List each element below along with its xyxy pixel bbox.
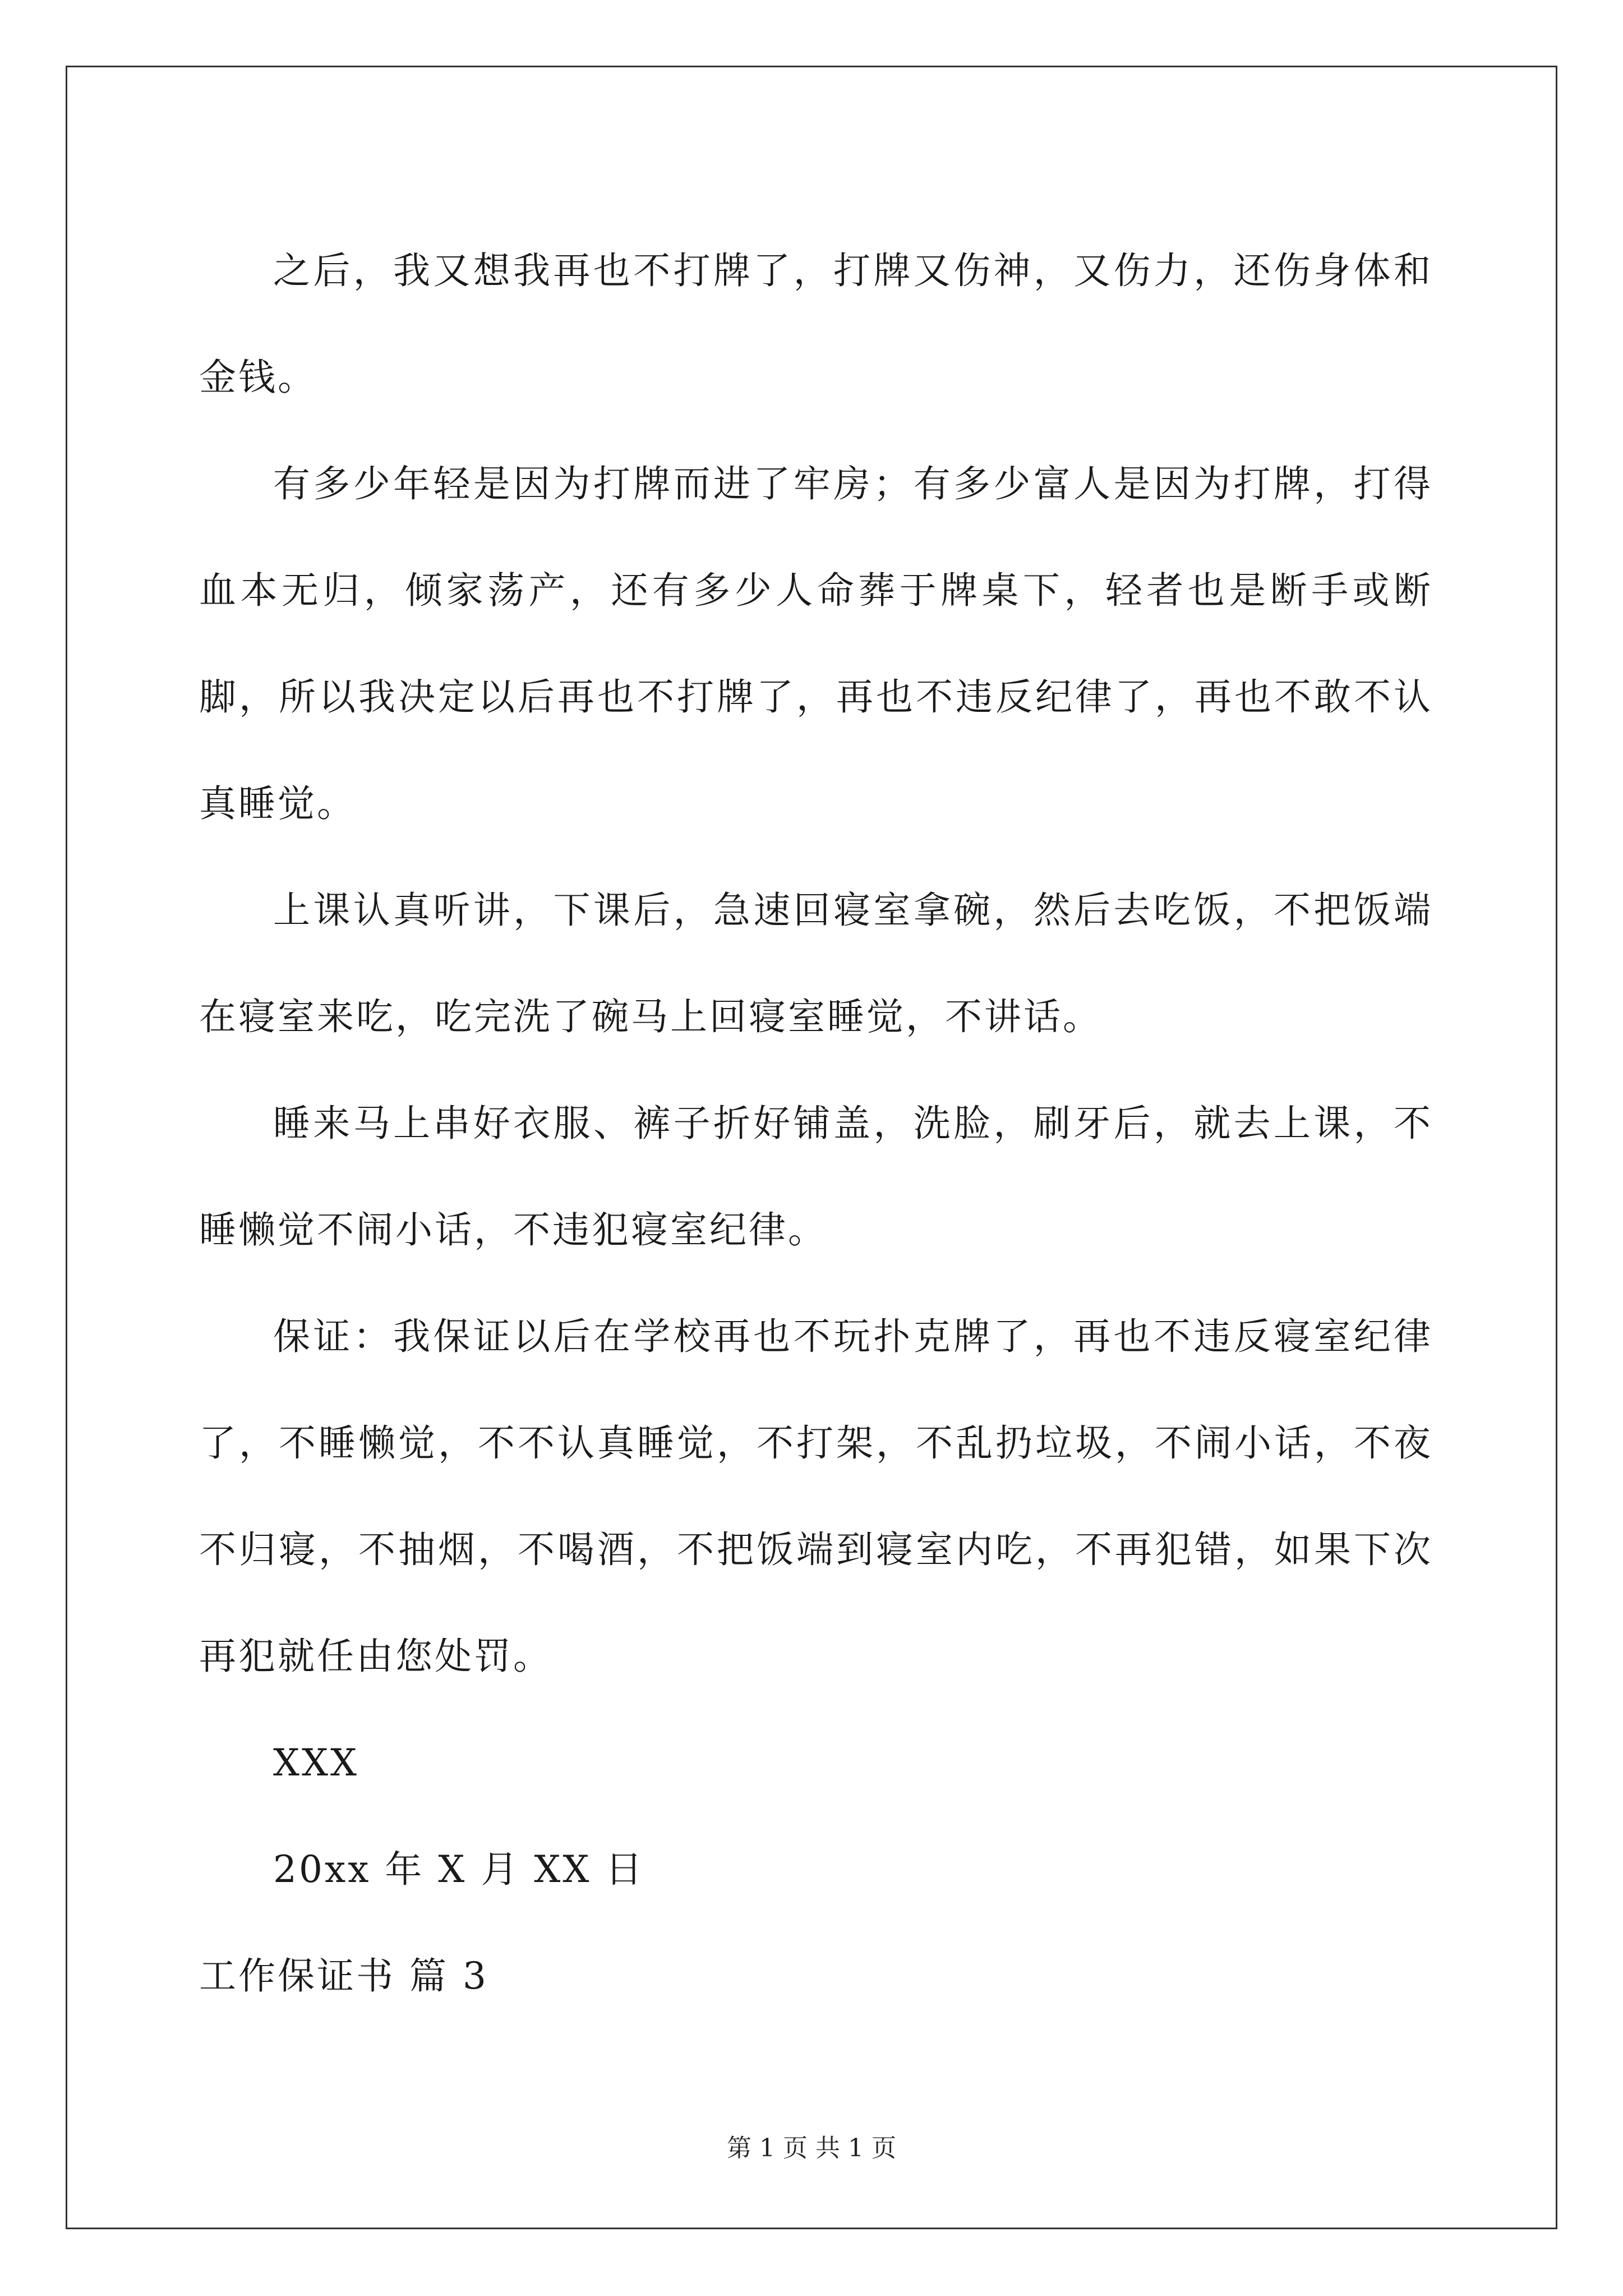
paragraph-2: 有多少年轻是因为打牌而进了牢房；有多少富人是因为打牌，打得血本无归，倾家荡产，还有多少人命葬于牌桌下，轻者也是断手或断脚，所以我决定以后再也不打牌了，再也不违反纪律了，再也不敢不认真睡觉。 [199,462,1433,825]
page-footer: 第 1 页 共 1 页 [727,2134,896,2162]
paragraph-1: 之后，我又想我再也不打牌了，打牌又伤神，又伤力，还伤身体和金钱。 [199,249,1433,399]
section-heading: 工作保证书 篇 3 [199,1954,488,1998]
paragraph-4: 睡来马上串好衣服、裤子折好铺盖，洗脸，刷牙后，就去上课，不睡懒觉不闹小话，不违犯寝室纪律。 [199,1102,1433,1251]
paragraph-5: 保证：我保证以后在学校再也不玩扑克牌了，再也不违反寝室纪律了，不睡懒觉，不不认真睡觉，不打架，不乱扔垃圾，不闹小话，不夜不归寝，不抽烟，不喝酒，不把饭端到寝室内吃，不再犯错，如果下次再犯就任由您处罚。 [199,1315,1433,1678]
signature: XXX [273,1741,359,1784]
document-body [199,218,1433,2030]
paragraph-3: 上课认真听讲，下课后，急速回寝室拿碗，然后去吃饭，不把饭端在寝室来吃，吃完洗了碗马上回寝室睡觉，不讲话。 [199,889,1433,1038]
date: 20xx 年 X 月 XX 日 [273,1848,645,1891]
